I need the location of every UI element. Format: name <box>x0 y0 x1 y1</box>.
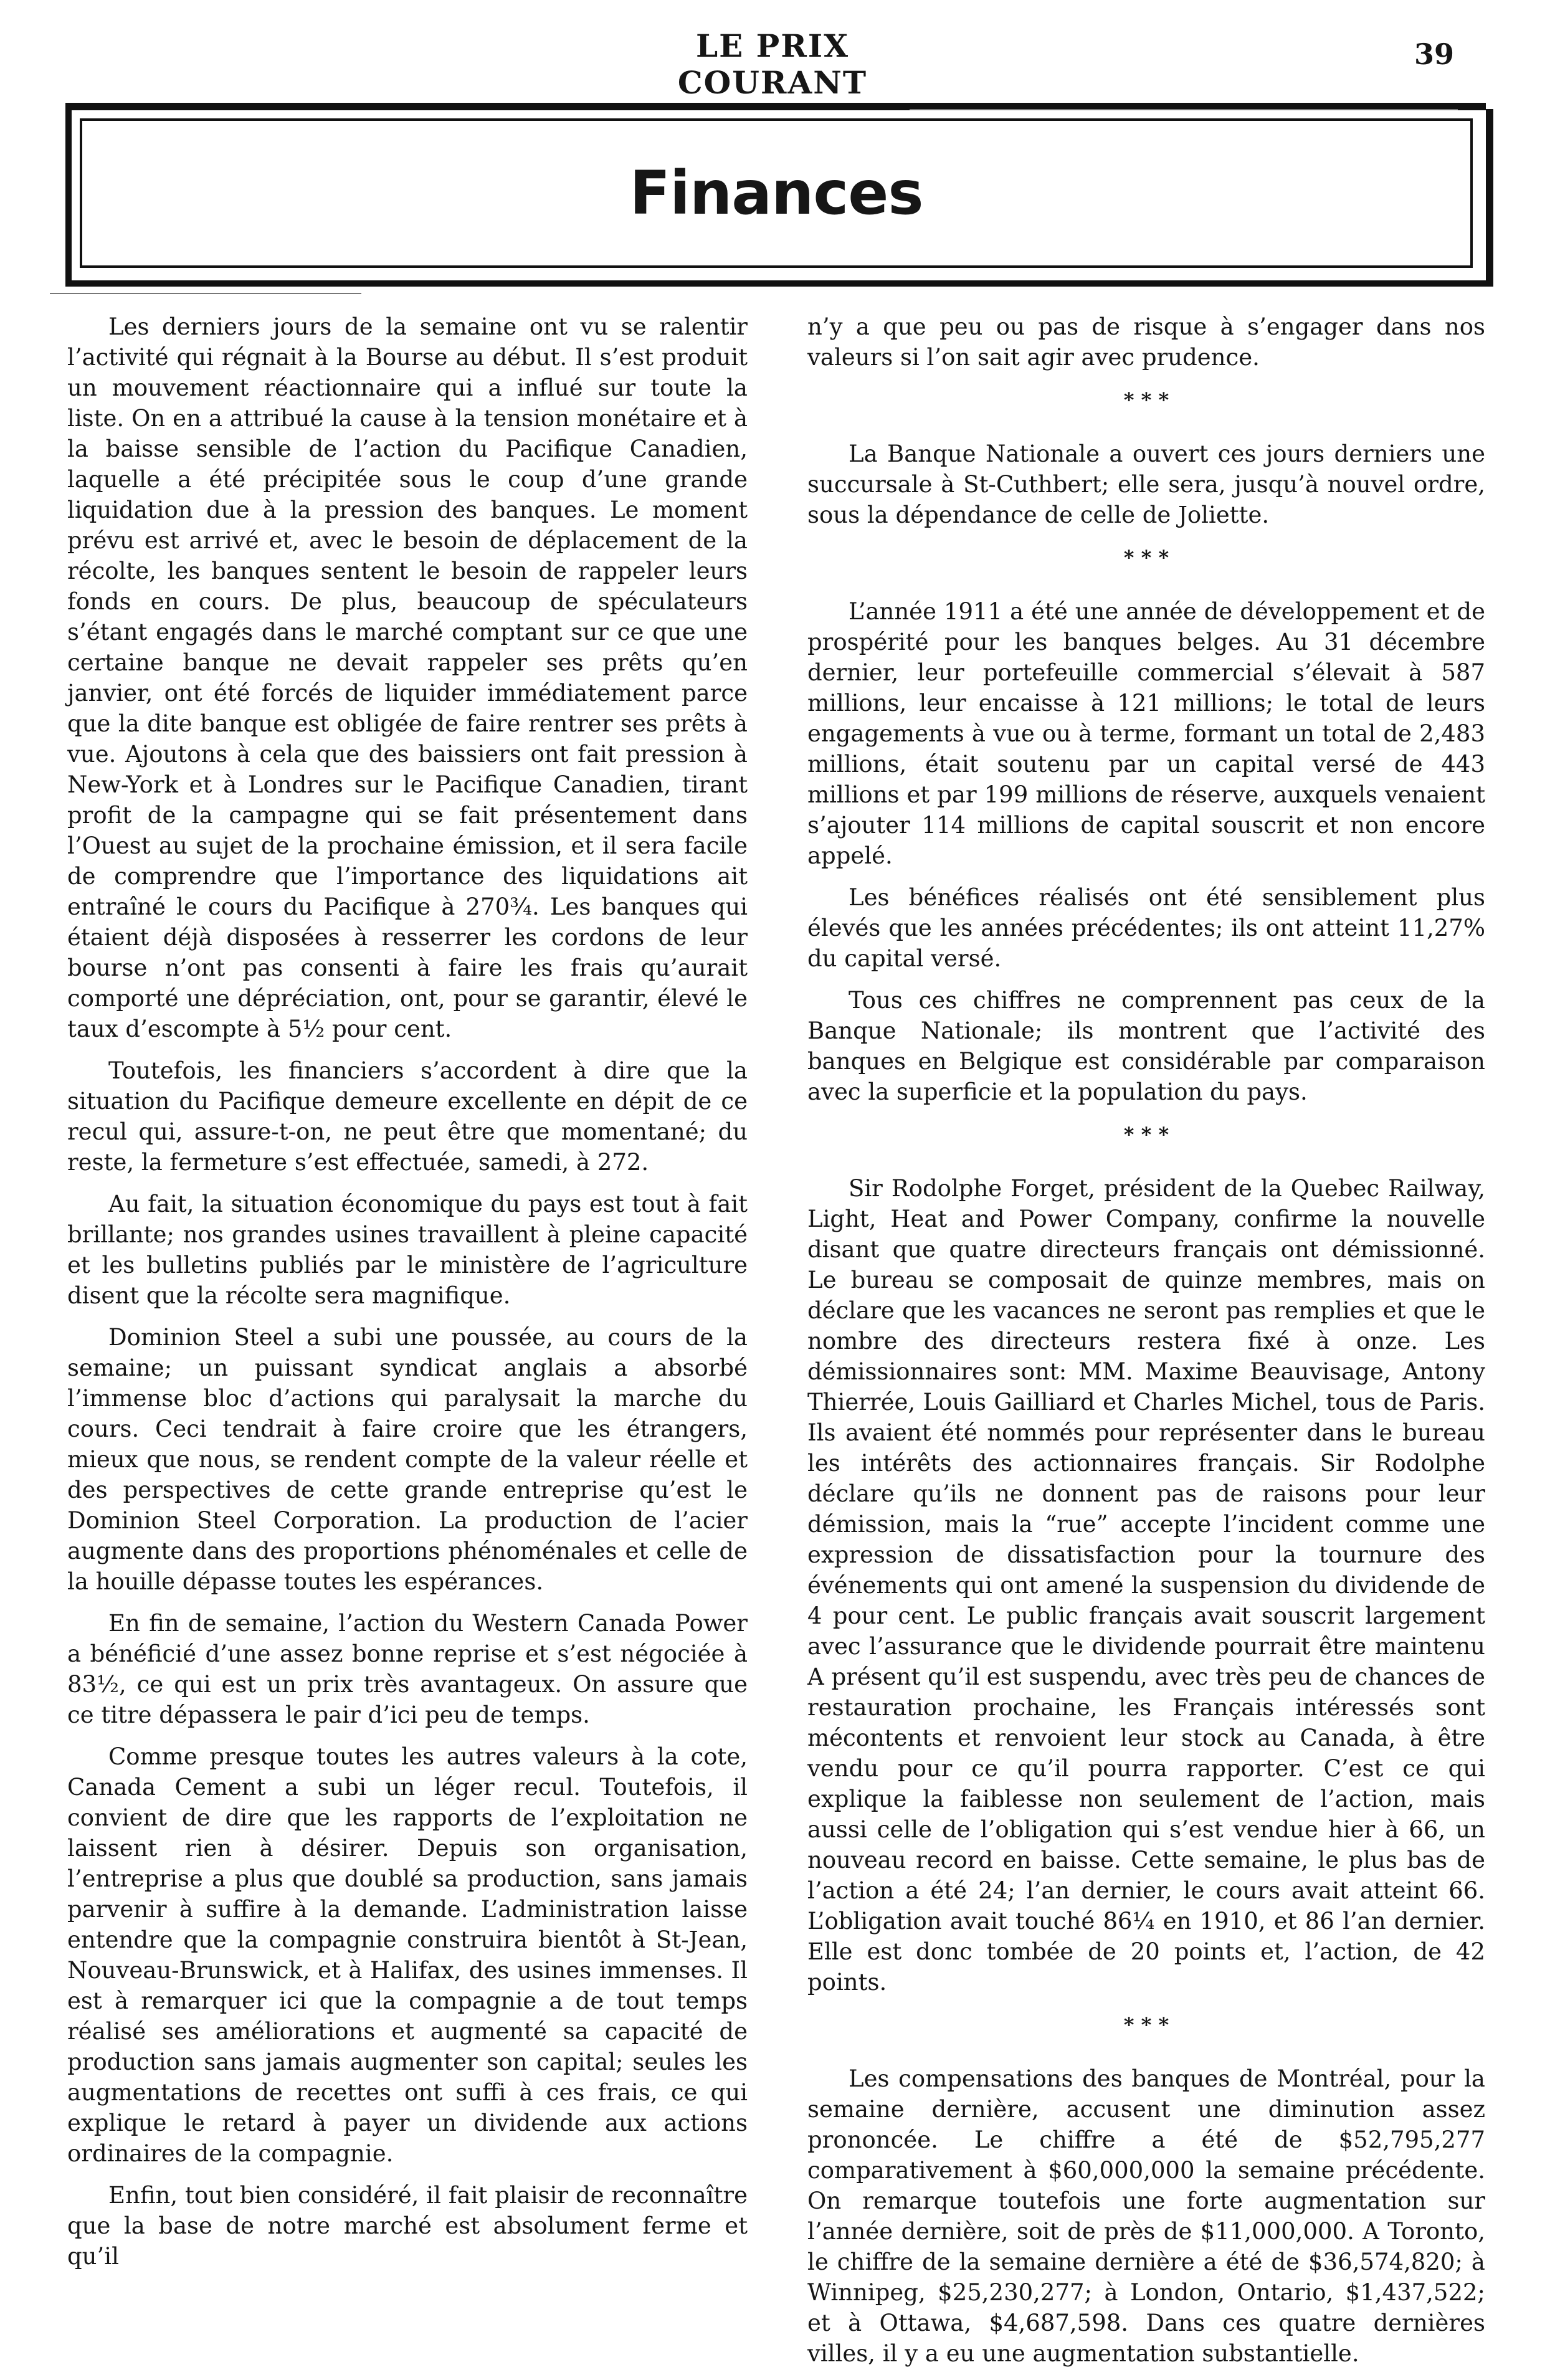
paragraph-situation: Au fait, la situation économique du pays est tout à fait brillante; nos grandes usines travaillent à pleine capacité et les bulletins publiés par le ministère de l’agriculture disent que la récolte sera magnifique. <box>67 1191 748 1309</box>
paragraph-banques-belges: L’année 1911 a été une année de développement et de prospérité pour les banques belges. Au 31 décembre dernier, leur portefeuille commercial s’élevait à 587 millions, leur encaisse à 121 millions; le total de leurs engagements à vue ou à terme, formant un total de 2,483 millions, était soutenu par un capital versé de 443 millions et par 199 millions de réserve, auxquels venaient s’ajouter 114 millions de capital souscrit et non encore appelé. <box>807 598 1485 869</box>
section-separator: * * * <box>1123 2013 1169 2037</box>
paragraph-compensations: Les compensations des banques de Montréal, pour la semaine dernière, accusent une diminution assez prononcée. Le chiffre a été de $52,795,277 comparativement à $60,000,000 la semaine précédente. On remarque toutefois une forte augmentation sur l’année dernière, soit de près de $11,000,000. A Toronto, le chiffre de la semaine dernière a été de $36,574,820; à Winnipeg, $25,230,277; à London, Ontario, $1,437,522; et à Ottawa, $4,687,598. Dans ces quatre dernières villes, il y a eu une augmentation substantielle. <box>807 2065 1485 2367</box>
paragraph-banque-nationale: La Banque Nationale a ouvert ces jours derniers une succursale à St-Cuthbert; elle sera, jusqu’à nouvel ordre, sous la dépendance de celle de Joliette. <box>807 440 1485 528</box>
section-separator: * * * <box>1123 546 1169 569</box>
decorative-rule <box>910 109 1458 110</box>
paragraph-canada-cement: Comme presque toutes les autres valeurs à la cote, Canada Cement a subi un léger recul. Toutefois, il convient de dire que les rapports de l’exploitation ne laissent rien à désirer. Depuis son organisation, l’entreprise a plus que doublé sa production, sans jamais parvenir à suffire à la demande. L’administration laisse entendre que la compagnie construira bientôt à St-Jean, Nouveau-Brunswick, et à Halifax, des usines immenses. Il est à remarquer ici que la compagnie a de tout temps réalisé ses améliorations et augmenté sa capacité de production sans jamais augmenter son capital; seules les augmentations de recettes ont suffi à ces frais, ce qui explique le retard à payer un dividende aux actions ordinaires de la compagnie. <box>67 1743 748 2167</box>
left-column <box>67 312 748 2283</box>
paragraph-dominion-steel: Dominion Steel a subi une poussée, au cours de la semaine; un puissant syndicat anglais a absorbé l’immense bloc d’actions qui paralysait la marche du cours. Ceci tendrait à faire croire que les étrangers, mieux que nous, se rendent compte de la valeur réelle et des perspectives de cette grande entreprise qu’est le Dominion Steel Corporation. La production de l’acier augmente dans des proportions phénoménales et celle de la houille dépasse toutes les espérances. <box>67 1324 748 1595</box>
paragraph-benefices: Les bénéfices réalisés ont été sensiblement plus élevés que les années précédentes; ils ont atteint 11,27% du capital versé. <box>807 884 1485 972</box>
page-number: 39 <box>1414 37 1455 71</box>
paragraph-forget: Sir Rodolphe Forget, président de la Quebec Railway, Light, Heat and Power Company, confirme la nouvelle disant que quatre directeurs français ont démissionné. Le bureau se composait de quinze membres, mais on déclare que les vacances ne seront pas remplies et que le nombre des directeurs restera fixé à onze. Les démissionnaires sont: MM. Maxime Beauvisage, Antony Thierrée, Louis Gailliard et Charles Michel, tous de Paris. Ils avaient été nommés pour représenter dans le bureau les intérêts des actionnaires français. Sir Rodolphe déclare qu’ils ne donnent pas de raisons pour leur démission, mais la “rue” accepte l’incident comme une expression de dissatisfaction pour la tournure des événements qui ont amené la suspension du dividende de 4 pour cent. Le public français avait souscrit largement avec l’assurance que le dividende pourrait être maintenu A présent qu’il est suspendu, avec très peu de chances de restauration prochaine, les Français intéressés sont mécontents et renvoient leur stock au Canada, à être vendu pour ce qu’il pourra rapporter. C’est ce qui explique la faiblesse non seulement de l’action, mais aussi celle de l’obligation qui s’est vendue hier à 66, un nouveau record en baisse. Cette semaine, le plus bas de l’action a été 24; l’an dernier, le cours avait atteint 66. L’obligation avait touché 86¼ en 1910, et 86 l’an dernier. Elle est donc tombée de 20 points et, l’action, de 42 points. <box>807 1175 1486 1996</box>
paragraph-continuation: n’y a que peu ou pas de risque à s’engager dans nos valeurs si l’on sait agir avec prudence. <box>807 313 1485 371</box>
right-column <box>807 312 1485 2380</box>
section-title: Finances <box>629 158 923 228</box>
running-title: LE PRIX COURANT <box>677 27 868 101</box>
section-separator: * * * <box>1123 1123 1169 1146</box>
paragraph-chiffres: Tous ces chiffres ne comprennent pas ceux de la Banque Nationale; ils montrent que l’activité des banques en Belgique est considérable par comparaison avec la superficie et la population du pays. <box>807 987 1485 1105</box>
section-separator: * * * <box>1123 388 1169 412</box>
paragraph-conclusion: Enfin, tout bien considéré, il fait plaisir de reconnaître que la base de notre marché est absolument ferme et qu’il <box>67 2182 748 2270</box>
decorative-rule <box>50 293 361 294</box>
paragraph-western-canada: En fin de semaine, l’action du Western Canada Power a bénéficié d’une assez bonne reprise et s’est négociée à 83½, ce qui est un prix très avantageux. On assure que ce titre dépassera le pair d’ici peu de temps. <box>67 1610 748 1728</box>
title-frame-inner <box>80 118 1473 268</box>
paragraph-pacifique: Toutefois, les financiers s’accordent à dire que la situation du Pacifique demeure excellente en dépit de ce recul qui, assure-t-on, ne peut être que momentané; du reste, la fermeture s’est effectuée, samedi, à 272. <box>67 1057 748 1176</box>
paragraph-bourse: Les derniers jours de la semaine ont vu se ralentir l’activité qui régnait à la Bourse au début. Il s’est produit un mouvement réactionnaire qui a influé sur toute la liste. On en a attribué la cause à la tension monétaire et à la baisse sensible de l’action du Pacifique Canadien, laquelle a été précipitée sous le coup d’une grande liquidation due à la pression des banques. Le moment prévu est arrivé et, avec le besoin de déplacement de la récolte, les banques sentent le besoin de rappeler leurs fonds en cours. De plus, beaucoup de spéculateurs s’étant engagés dans le marché comptant sur ce que une certaine banque ne devait rappeler ses prêts qu’en janvier, ont été forcés de liquider immédiatement parce que la dite banque est obligée de faire rentrer ses prêts à vue. Ajoutons à cela que des baissiers ont fait pression à New-York et à Londres sur le Pacifique Canadien, tirant profit de la campagne qui se fait présentement dans l’Ouest au sujet de la prochaine émission, et il sera facile de comprendre que l’importance des liquidations ait entraîné le cours du Pacifique à 270¾. Les banques qui étaient déjà disposées à resserrer les cordons de leur bourse n’ont pas consenti à faire les frais qu’aurait comporté une dépréciation, ont, pour se garantir, élevé le taux d’escompte à 5½ pour cent. <box>67 313 748 1042</box>
